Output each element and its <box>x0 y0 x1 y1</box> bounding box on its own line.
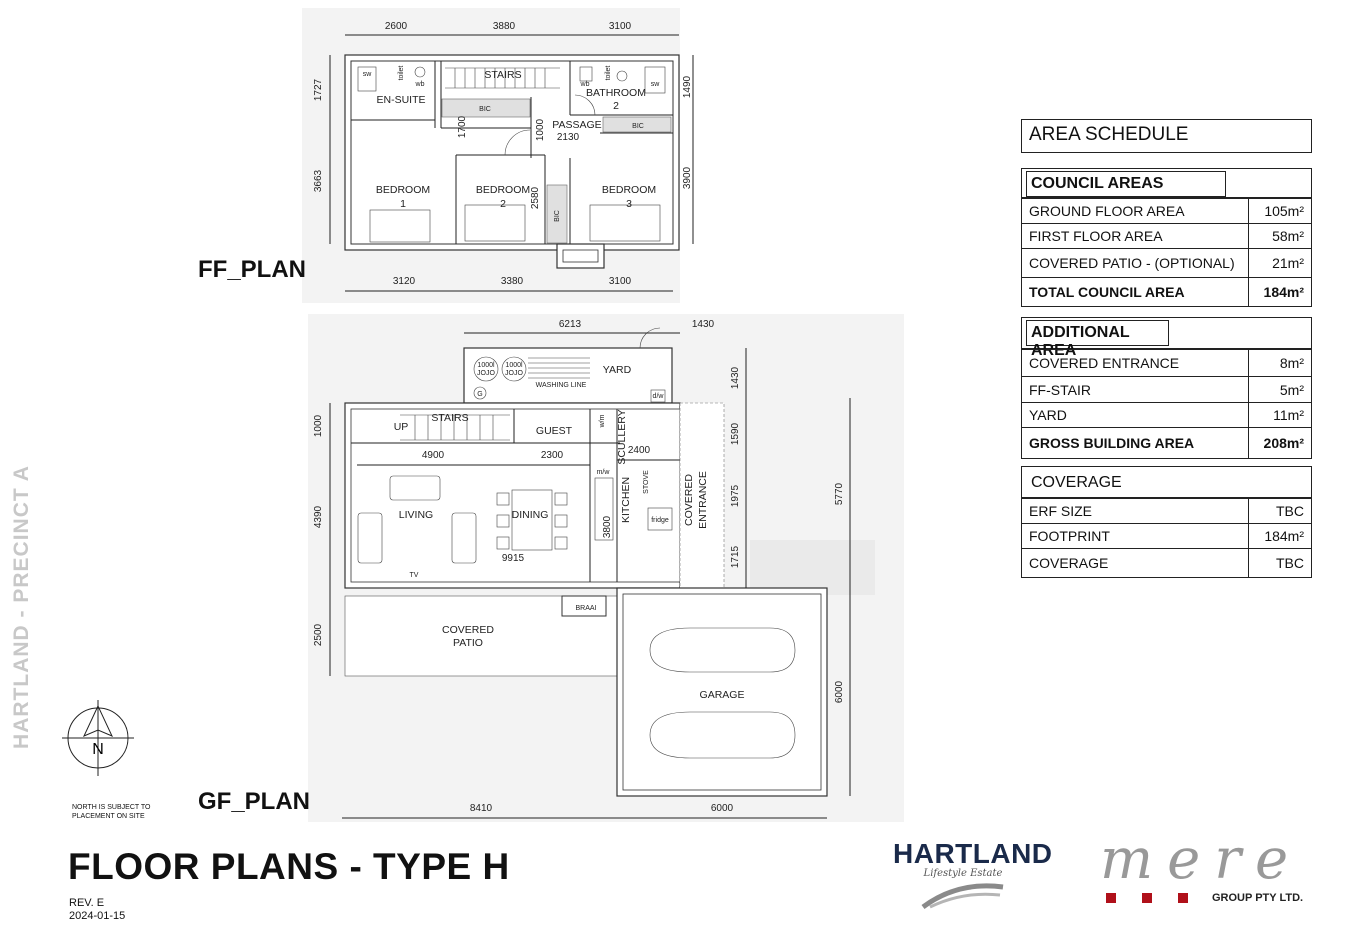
room-living-label: LIVING <box>398 509 434 521</box>
bic-label: BIC <box>479 106 491 113</box>
bic-label: BIC <box>632 123 644 130</box>
north-note-line: NORTH IS SUBJECT TO <box>72 804 151 811</box>
ff-dim-inner: 1700 <box>457 115 468 139</box>
jojo-capacity-label: 1000l <box>505 362 523 369</box>
room-bathroom-number: 2 <box>613 100 619 112</box>
gf-dim-right: 1590 <box>730 422 741 446</box>
gf-dim-inner: 4900 <box>421 450 445 461</box>
table-row <box>1022 350 1312 377</box>
gf-plan-label: GF_PLAN <box>198 788 311 815</box>
row-label: GROSS BUILDING AREA <box>1022 428 1249 459</box>
row-value: 184m² <box>1249 524 1312 549</box>
fixture-toilet-label: toilet <box>605 65 612 81</box>
row-label: FOOTPRINT <box>1022 524 1249 549</box>
row-value: 208m² <box>1249 428 1312 459</box>
room-covered-entrance-label: COVERED <box>683 474 695 526</box>
room-kitchen-label: KITCHEN <box>620 476 632 524</box>
table-row <box>1022 224 1312 249</box>
row-label: COVERED ENTRANCE <box>1022 350 1249 377</box>
room-bedroom-2-number: 2 <box>500 198 506 210</box>
gf-dim-left: 2500 <box>313 623 324 647</box>
mere-logo-group: GROUP PTY LTD. <box>1212 892 1304 904</box>
coverage-header <box>1021 466 1312 498</box>
gf-dim-right: 1430 <box>730 366 741 390</box>
gf-dim-bottom: 8410 <box>469 803 493 814</box>
room-covered-entrance-label: ENTRANCE <box>697 471 709 529</box>
paving-hatch <box>750 540 875 595</box>
room-covered-patio-label: PATIO <box>453 637 483 649</box>
room-stairs-gf-label: STAIRS <box>431 412 469 424</box>
row-label: ERF SIZE <box>1022 499 1249 524</box>
row-label: COVERED PATIO - (OPTIONAL) <box>1022 249 1249 278</box>
stairs-up-label: UP <box>393 421 409 433</box>
gf-dim-bottom: 6000 <box>710 803 734 814</box>
row-label: FIRST FLOOR AREA <box>1022 224 1249 249</box>
stove-label: STOVE <box>643 470 650 494</box>
fixture-basin-label: wb <box>580 81 590 88</box>
hartland-logo-swoosh <box>918 879 1008 909</box>
area-schedule-header <box>1021 119 1312 153</box>
drawing-title: FLOOR PLANS - TYPE H <box>68 846 510 887</box>
room-passage-label: PASSAGE <box>552 119 602 131</box>
room-bathroom-label: BATHROOM <box>586 87 646 99</box>
ff-dim-bottom: 3380 <box>500 276 524 287</box>
table-row <box>1022 524 1312 549</box>
room-garage-label: GARAGE <box>699 689 745 701</box>
row-value: 105m² <box>1249 199 1312 224</box>
coverage-table <box>1021 498 1312 578</box>
row-label: GROUND FLOOR AREA <box>1022 199 1249 224</box>
table-row <box>1022 377 1312 403</box>
table-row <box>1022 428 1312 459</box>
row-value: TBC <box>1249 549 1312 578</box>
washing-machine-label: w/m <box>599 414 606 428</box>
row-value: 5m² <box>1249 377 1312 403</box>
gf-dim-left: 4390 <box>313 505 324 529</box>
mere-logo-square <box>1178 893 1188 903</box>
ff-dim-top: 3100 <box>608 21 632 32</box>
mere-logo <box>1100 827 1320 904</box>
additional-area-title: ADDITIONAL AREA <box>1026 320 1169 346</box>
hartland-logo-subtitle: Lifestyle Estate <box>923 868 1003 879</box>
ff-plan <box>313 21 693 291</box>
room-bedroom-3-label: BEDROOM <box>601 184 657 196</box>
mere-logo-word: mere <box>1100 827 1303 892</box>
fixture-basin-label: wb <box>415 81 425 88</box>
dishwasher-label: d/w <box>652 393 664 400</box>
jojo-tank-label: JOJO <box>505 370 523 377</box>
north-arrow <box>62 700 134 776</box>
gf-dim-right: 6000 <box>834 680 845 704</box>
room-guest-label: GUEST <box>535 425 573 437</box>
area-schedule-title: AREA SCHEDULE <box>1029 124 1189 145</box>
ff-dim-inner: 1000 <box>535 118 546 142</box>
ff-dim-inner: 2130 <box>556 132 580 143</box>
council-areas-table <box>1021 198 1312 307</box>
precinct-side-label: HARTLAND - PRECINCT A <box>10 465 33 749</box>
table-row <box>1022 278 1312 307</box>
room-scullery-label: SCULLERY <box>616 409 628 465</box>
row-label: TOTAL COUNCIL AREA <box>1022 278 1249 307</box>
jojo-tank-label: JOJO <box>477 370 495 377</box>
table-row <box>1022 549 1312 578</box>
revision-date: 2024-01-15 <box>69 910 126 922</box>
tv-label: TV <box>409 572 419 579</box>
fridge-label: fridge <box>651 517 669 524</box>
ff-dim-left: 1727 <box>313 78 324 102</box>
row-label: YARD <box>1022 403 1249 428</box>
gf-dim-right: 1715 <box>730 545 741 569</box>
ff-dim-left: 3663 <box>313 169 324 193</box>
room-dining-label: DINING <box>511 509 549 521</box>
fixture-toilet-label: toilet <box>398 65 405 81</box>
bic-label: BIC <box>554 210 561 222</box>
gf-dim-right: 1975 <box>730 484 741 508</box>
ff-dim-bottom: 3120 <box>392 276 416 287</box>
row-label: COVERAGE <box>1022 549 1249 578</box>
braai-label: BRAAI <box>575 605 597 612</box>
room-ensuite-label: EN-SUITE <box>376 94 426 106</box>
microwave-label: m/w <box>596 469 610 476</box>
ff-dim-top: 2600 <box>384 21 408 32</box>
room-bedroom-1-number: 1 <box>400 198 406 210</box>
north-note-line: PLACEMENT ON SITE <box>72 813 145 820</box>
fixture-shower-label: sw <box>362 71 372 78</box>
row-value: TBC <box>1249 499 1312 524</box>
revision-label: REV. E <box>69 897 105 909</box>
ff-dim-right: 1490 <box>682 75 693 99</box>
room-bedroom-1-label: BEDROOM <box>375 184 431 196</box>
mere-logo-square <box>1106 893 1116 903</box>
row-label: FF-STAIR <box>1022 377 1249 403</box>
fixture-shower-label: sw <box>650 81 660 88</box>
room-bedroom-3-number: 3 <box>626 198 632 210</box>
table-row <box>1022 499 1312 524</box>
revision-block <box>69 897 125 923</box>
row-value: 8m² <box>1249 350 1312 377</box>
hartland-logo <box>893 838 1053 914</box>
gf-dim-inner: 3800 <box>602 515 613 539</box>
ff-dim-bottom: 3100 <box>608 276 632 287</box>
hartland-logo-name: HARTLAND <box>893 838 1053 869</box>
gf-dim-inner: 2300 <box>540 450 564 461</box>
row-value: 58m² <box>1249 224 1312 249</box>
north-letter: N <box>92 741 104 758</box>
jojo-capacity-label: 1000l <box>477 362 495 369</box>
gf-dim-top: 6213 <box>558 319 582 330</box>
gf-dim-right: 5770 <box>834 482 845 506</box>
ff-dim-inner: 2580 <box>530 186 541 210</box>
council-areas-title: COUNCIL AREAS <box>1026 171 1226 197</box>
gf-dim-inner: 9915 <box>501 553 525 564</box>
ff-plan-label: FF_PLAN <box>198 256 306 283</box>
table-row <box>1022 249 1312 278</box>
room-stairs-label: STAIRS <box>484 69 522 81</box>
room-yard-label: YARD <box>602 364 632 376</box>
gf-dim-left: 1000 <box>313 414 324 438</box>
washing-line-label: WASHING LINE <box>535 382 587 389</box>
table-row <box>1022 199 1312 224</box>
row-value: 184m² <box>1249 278 1312 307</box>
ff-dim-top: 3880 <box>492 21 516 32</box>
mere-logo-square <box>1142 893 1152 903</box>
room-bedroom-2-label: BEDROOM <box>475 184 531 196</box>
additional-area-table <box>1021 349 1312 459</box>
row-value: 21m² <box>1249 249 1312 278</box>
ff-dim-right: 3900 <box>682 166 693 190</box>
gf-dim-top: 1430 <box>691 319 715 330</box>
room-covered-patio-label: COVERED <box>442 624 494 636</box>
north-note <box>72 803 150 821</box>
geyser-label: G <box>477 391 483 398</box>
row-value: 11m² <box>1249 403 1312 428</box>
table-row <box>1022 403 1312 428</box>
gf-dim-inner: 2400 <box>627 445 651 456</box>
coverage-title: COVERAGE <box>1031 474 1122 491</box>
